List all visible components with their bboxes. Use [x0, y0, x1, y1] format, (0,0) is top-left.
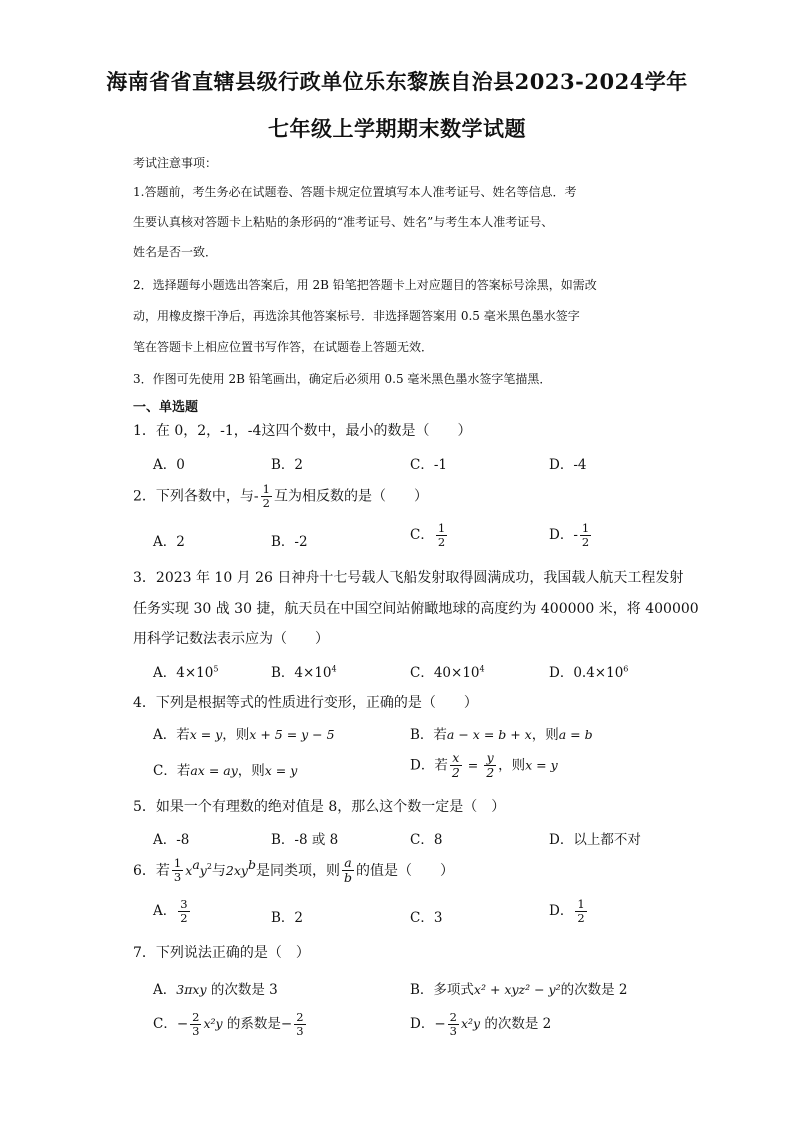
question-3-line: 任务实现 30 战 30 捷，航天员在中国空间站俯瞰地球的高度约为 400000 米，将 400000: [133, 601, 699, 617]
q7-c-fraction: [190, 1011, 201, 1038]
q4-d-mid: ，则: [498, 757, 526, 774]
q4-b-math-2: a = b: [558, 727, 593, 742]
q6-exp-b: b: [248, 857, 257, 873]
frac-den: 2: [577, 911, 585, 926]
q4-option-c: [153, 759, 297, 779]
q1-option-d: D．-4: [549, 457, 587, 473]
q3-b-exp: 4: [331, 664, 337, 674]
question-3-line: 3．2023 年 10 月 26 日神舟十七号载人飞船发射取得圆满成功，我国载人航天工程发射: [133, 570, 684, 586]
q7-c-label: C．−: [153, 1016, 189, 1033]
frac-den: 3: [296, 1024, 304, 1039]
frac-num: y: [484, 751, 496, 766]
frac-den: 2: [451, 765, 460, 781]
frac-den: 2: [581, 535, 590, 550]
frac-den: 2: [437, 535, 446, 550]
frac-num: 1: [437, 521, 446, 535]
q4-b-math-1: a − x = b + x: [446, 727, 532, 742]
q6-term1-y: y: [199, 862, 207, 878]
q2-option-c-label: C．: [410, 527, 434, 544]
q7-d-label: D．−: [410, 1016, 446, 1033]
title-line-2: 七年级上学期期末数学试题: [268, 116, 526, 141]
q2-stem-post: 互为相反数的是（ ）: [273, 488, 428, 505]
q6-ratio-fraction: [342, 856, 354, 886]
frac-num: 1: [577, 897, 585, 911]
question-3-line: 用科学记数法表示应为（ ）: [133, 631, 329, 647]
q4-d-fraction-x: [450, 751, 462, 781]
notice-line: 1.答题前，考生务必在试题卷、答题卡规定位置填写本人准考证号、姓名等信息．考: [133, 185, 577, 199]
q6-term1-x: x: [185, 862, 193, 878]
frac-den: 3: [192, 1024, 200, 1039]
q3-c-exp: 4: [479, 664, 485, 674]
notice-line: 笔在答题卡上相应位置书写作答，在试题卷上答题无效．: [133, 340, 434, 354]
q6-mid: 与: [211, 862, 226, 879]
q4-option-d: D．若 $\frac{x}{2}$ = $\frac{y}{2}$ ，则x = y: [410, 750, 558, 781]
q6-option-a: [153, 898, 192, 925]
q3-a-base: A．4×10: [153, 665, 214, 681]
q4-c-math-1: ax = ay: [190, 763, 238, 778]
q4-a-math-1: x = y: [189, 727, 223, 742]
frac-num: 2: [192, 1010, 200, 1024]
q1-option-c: C．-1: [410, 457, 447, 473]
frac-num: a: [342, 856, 354, 871]
frac-den: 2: [486, 765, 495, 781]
q5-option-a: A．-8: [153, 832, 190, 848]
q6-exp-a: a: [192, 857, 200, 873]
q7-d-math: x²y: [460, 1016, 481, 1032]
q2-option-d-fraction: [580, 522, 591, 549]
q7-a-post: 的次数是 3: [206, 982, 278, 998]
q4-option-a: [153, 723, 335, 743]
q2-frac-den: 2: [262, 496, 270, 511]
question-7-stem: 7．下列说法正确的是（ ）: [133, 945, 310, 961]
q6-option-b: B．2: [271, 910, 304, 926]
q7-c-math: x²y: [203, 1016, 223, 1032]
q4-b-label: B．若: [410, 727, 447, 743]
q3-d-base: D．0.4×10: [549, 665, 624, 681]
q6-post: 的值是（ ）: [356, 862, 455, 879]
q2-option-b: B．-2: [271, 534, 308, 550]
notice-line: 3．作图可先使用 2B 铅笔画出，确定后必须用 0.5 毫米黑色墨水签字笔描黑．: [133, 372, 552, 386]
q6-exp-2: 2: [206, 862, 212, 872]
q4-c-math-2: x = y: [264, 763, 298, 778]
q2-option-c-fraction: [436, 522, 447, 549]
q1-option-a: A．0: [153, 457, 185, 473]
frac-num: x: [450, 751, 462, 766]
q2-frac-num: 1: [262, 482, 270, 496]
q2-option-d-label: D．-: [549, 527, 578, 544]
q7-d-fraction: [448, 1011, 459, 1038]
q2-option-c: [410, 522, 449, 549]
q3-option-b: [271, 661, 337, 681]
q3-b-base: B．4×10: [271, 665, 332, 681]
notice-line: 生要认真核对答题卡上粘贴的条形码的“准考证号、姓名”与考生本人准考证号、: [133, 215, 554, 229]
q7-option-c: [153, 1011, 308, 1038]
q3-c-base: C．40×10: [410, 665, 480, 681]
frac-num: 3: [180, 897, 188, 911]
q7-c-fraction-2: [294, 1011, 305, 1038]
q6-pre: 6．若: [133, 862, 170, 879]
title-line-1: 海南省省直辖县级行政单位乐东黎族自治县2023-2024学年: [106, 69, 688, 94]
q7-c-mid: 的系数是−: [222, 1016, 293, 1033]
q7-d-post: 的次数是 2: [480, 1016, 552, 1033]
q2-fraction: [261, 483, 272, 510]
q7-option-b: [410, 978, 628, 998]
q3-a-exp: 5: [213, 664, 219, 674]
q4-d-math-2: x = y: [525, 757, 558, 773]
frac-den: 3: [449, 1024, 457, 1039]
frac-num: 1: [173, 856, 182, 871]
q7-b-math: x² + xyz² − y²: [473, 982, 561, 997]
q4-c-label: C．若: [153, 763, 191, 779]
section-heading: 一、单选题: [133, 400, 199, 415]
q1-option-b: B．2: [271, 457, 304, 473]
question-2-stem: [133, 483, 428, 510]
notice-line: 动，用橡皮擦干净后，再选涂其他答案标号．非选择题答案用 0.5 毫米黑色墨水签字: [133, 309, 580, 323]
question-6-stem: [133, 856, 454, 886]
q4-a-mid: ，则: [222, 727, 250, 743]
q6-mid2: 是同类项，则: [256, 862, 341, 879]
q5-option-b: B．-8 或 8: [271, 832, 339, 848]
q7-b-post: 的次数是 2: [560, 982, 628, 998]
frac-den: 3: [173, 870, 182, 885]
q5-option-d: D．以上都不对: [549, 832, 641, 848]
frac-den: 2: [180, 911, 188, 926]
frac-num: 1: [581, 521, 590, 535]
notice-line: 2．选择题每小题选出答案后，用 2B 铅笔把答题卡上对应题目的答案标号涂黑，如需改: [133, 278, 597, 292]
notice-line: 姓名是否一致．: [133, 245, 218, 259]
notice-heading: 考试注意事项：: [133, 156, 218, 170]
q2-option-a: A．2: [153, 534, 185, 550]
q6-a-fraction: [178, 898, 189, 925]
q7-b-label: B．多项式: [410, 982, 474, 998]
q4-a-math-2: x + 5 = y − 5: [249, 727, 335, 742]
q7-a-label: A．: [153, 982, 177, 998]
q5-option-c: C．8: [410, 832, 443, 848]
q7-option-a: [153, 978, 278, 998]
question-1-stem: 1．在 0，2，-1，-4这四个数中，最小的数是（ ）: [133, 423, 472, 439]
q4-b-mid: ，则: [531, 727, 559, 743]
q6-term2: 2xy: [225, 862, 248, 878]
q4-d-label: D．若: [410, 757, 448, 774]
q6-a-label: A．: [153, 903, 177, 920]
frac-num: 2: [449, 1010, 457, 1024]
q6-d-fraction: [575, 898, 586, 925]
q3-d-exp: 6: [623, 664, 629, 674]
q3-option-c: [410, 661, 485, 681]
q6-coef-fraction: [172, 857, 183, 884]
q4-a-label: A．若: [153, 727, 190, 743]
q6-d-label: D．: [549, 903, 574, 920]
question-4-stem: 4．下列是根据等式的性质进行变形，正确的是（ ）: [133, 695, 478, 711]
q3-option-d: [549, 661, 628, 681]
q4-option-b: [410, 723, 593, 743]
q3-option-a: [153, 661, 218, 681]
q4-d-fraction-y: [484, 751, 496, 781]
q4-c-mid: ，则: [237, 763, 265, 779]
frac-num: 2: [296, 1010, 304, 1024]
q7-a-math: 3πxy: [176, 982, 207, 997]
frac-den: b: [344, 870, 353, 886]
q2-stem-pre: 2．下列各数中，与-: [133, 488, 259, 505]
q6-option-d: [549, 898, 589, 925]
q2-option-d: [549, 522, 593, 549]
question-5-stem: 5．如果一个有理数的绝对值是 8，那么这个数一定是（ ）: [133, 799, 506, 815]
q7-option-d: [410, 1011, 551, 1038]
q6-option-c: C．3: [410, 910, 443, 926]
